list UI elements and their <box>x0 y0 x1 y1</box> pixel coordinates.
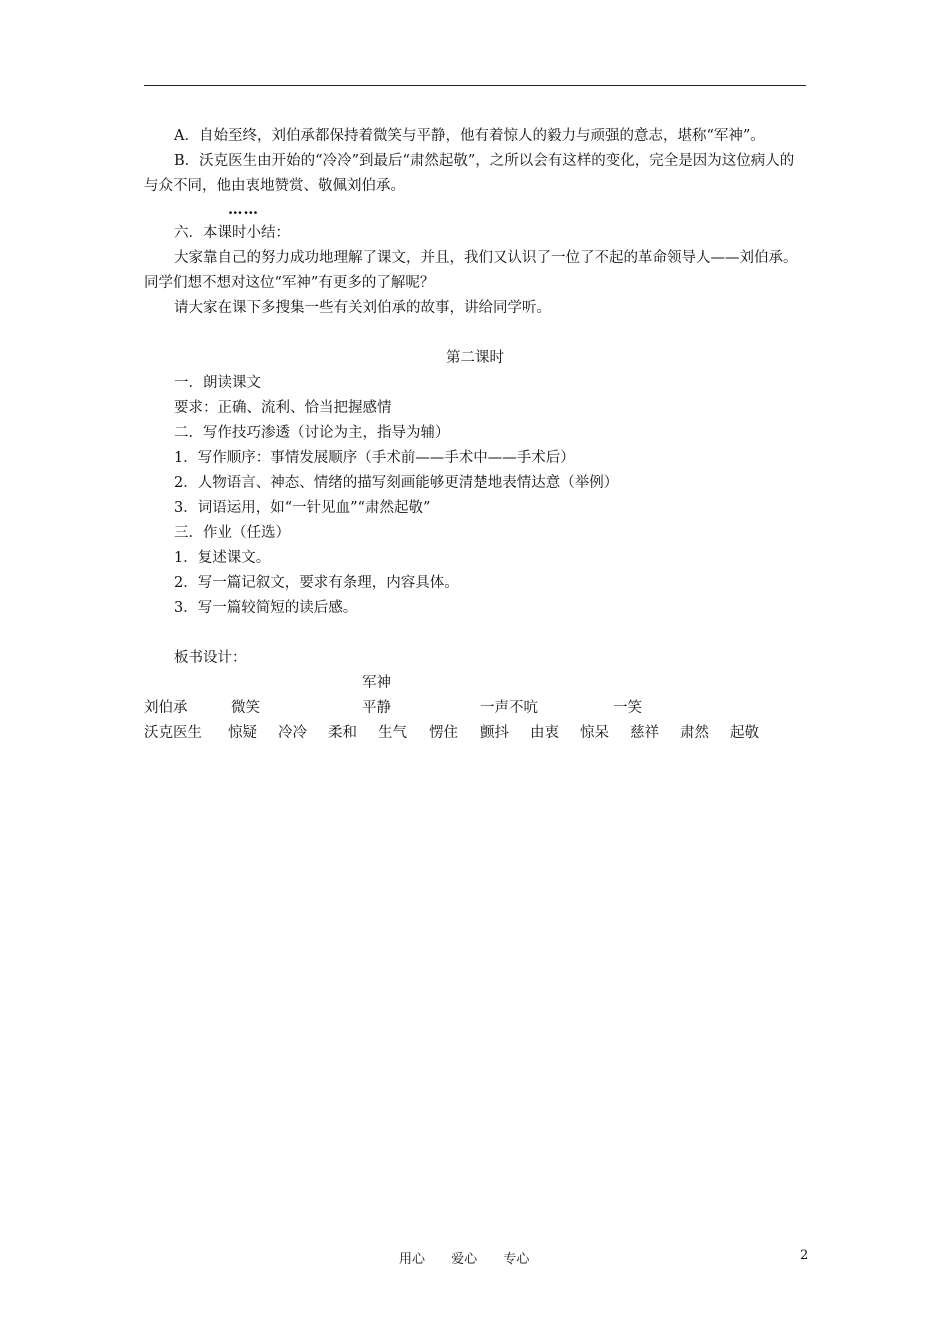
answer-b: B．沃克医生由开始的“冷冷”到最后“肃然起敬”，之所以会有这样的变化，完全是因为这位病人的与众不同，他由衷地赞赏、敬佩刘伯承。 <box>144 153 795 194</box>
lesson2-title: 第二课时 <box>446 350 504 366</box>
board-word: 沃克医生 <box>144 725 202 741</box>
board-word: 惊呆 <box>580 725 609 741</box>
footer-motto-word: 专心 <box>503 1252 530 1267</box>
board-word: 由衷 <box>530 725 559 741</box>
lesson2-line: 三．作业（任选） <box>174 525 290 541</box>
page-number: 2 <box>800 1248 809 1263</box>
lesson2-line: 3．词语运用，如“一针见血”“肃然起敬” <box>174 500 431 516</box>
ellipsis: …… <box>228 201 259 218</box>
lesson2-line: 2．写一篇记叙文，要求有条理，内容具体。 <box>174 575 459 591</box>
board-word: 微笑 <box>231 700 260 716</box>
spacer <box>144 621 806 646</box>
board-word: 起敬 <box>730 725 759 741</box>
footer-motto <box>399 1248 551 1267</box>
board-title: 军神 <box>362 675 391 691</box>
footer-motto-word: 爱心 <box>451 1252 478 1267</box>
header-rule <box>144 85 806 86</box>
board-word: 一声不吭 <box>480 700 538 716</box>
lesson2-line: 2．人物语言、神态、情绪的描写刻画能够更清楚地表情达意（举例） <box>174 475 619 491</box>
board-word: 肃然 <box>680 725 709 741</box>
board-word: 一笑 <box>613 700 642 716</box>
lesson2-line: 1．复述课文。 <box>174 550 271 566</box>
board-word: 平静 <box>362 700 391 716</box>
board-word: 慈祥 <box>630 725 659 741</box>
board-heading: 板书设计： <box>174 650 247 666</box>
board-word: 愣住 <box>429 725 458 741</box>
board-word: 冷冷 <box>278 725 307 741</box>
lesson2-line: 1．写作顺序：事情发展顺序（手术前——手术中——手术后） <box>174 450 575 466</box>
board-word: 惊疑 <box>228 725 257 741</box>
summary-paragraph-1: 大家靠自己的努力成功地理解了课文，并且，我们又认识了一位了不起的革命领导人——刘伯承。同学们想不想对这位“军神”有更多的了解呢？ <box>144 250 798 291</box>
footer-motto-word: 用心 <box>399 1252 426 1267</box>
page-body <box>144 124 806 746</box>
lesson2-line: 一．朗读课文 <box>174 375 261 391</box>
board-word: 生气 <box>378 725 407 741</box>
section6-heading: 六．本课时小结： <box>174 225 290 241</box>
answer-a: A．自始至终，刘伯承都保持着微笑与平静，他有着惊人的毅力与顽强的意志，堪称“军神”。 <box>174 128 765 144</box>
board-word: 颤抖 <box>480 725 509 741</box>
lesson2-line: 3．写一篇较简短的读后感。 <box>174 600 358 616</box>
board-design <box>144 671 806 746</box>
board-word: 刘伯承 <box>144 700 188 716</box>
lesson2-line: 二．写作技巧渗透（讨论为主，指导为辅） <box>174 425 450 441</box>
lesson2-line: 要求：正确、流利、恰当把握感情 <box>174 400 392 416</box>
board-word: 柔和 <box>328 725 357 741</box>
summary-paragraph-2: 请大家在课下多搜集一些有关刘伯承的故事，讲给同学听。 <box>174 300 551 316</box>
spacer <box>144 321 806 346</box>
